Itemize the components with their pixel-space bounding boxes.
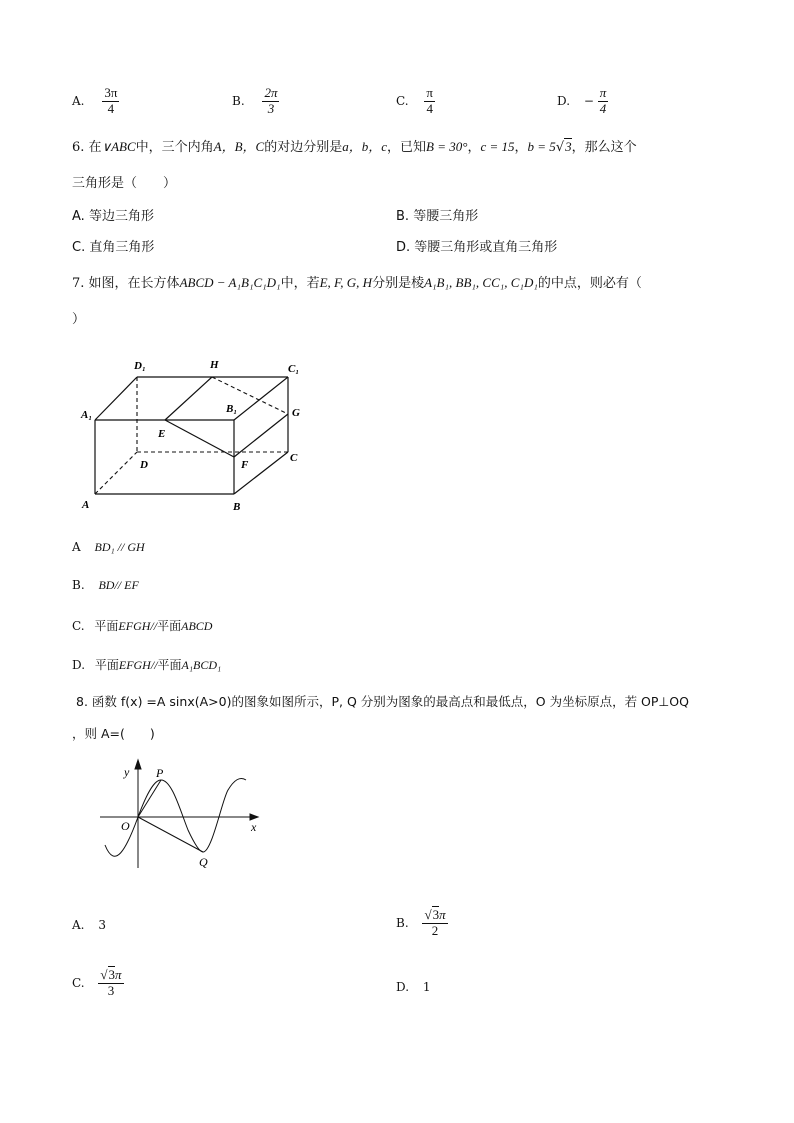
option-letter: C. — [72, 975, 85, 990]
label-a: A — [82, 499, 90, 511]
option-text: 等边三角形 — [88, 209, 154, 224]
option-text: BD// EF — [98, 578, 139, 592]
question-number: 7. — [72, 276, 85, 291]
option-letter: D. — [557, 93, 571, 108]
numerator: π — [426, 85, 433, 100]
numerator: √3π — [424, 907, 446, 922]
plane-name: ABCD — [181, 619, 213, 633]
label-c1: C₁ — [288, 363, 300, 375]
q6-stem-line2: 三角形是（ ） — [72, 176, 177, 191]
q8-option-c — [72, 968, 124, 999]
stem-text: 中，三个内角 — [135, 140, 214, 155]
label-h: H — [210, 359, 219, 371]
option-letter: B. — [396, 915, 409, 930]
option-text: 等腰三角形或直角三角形 — [414, 240, 558, 255]
given-side-b: b = 5 — [527, 139, 556, 154]
label-f: F — [241, 459, 249, 471]
label-a1: A₁ — [81, 409, 93, 421]
option-text: 平面 — [157, 658, 182, 672]
option-letter: A. — [72, 93, 85, 108]
stem-text: 的中点，则必有（ — [537, 276, 642, 291]
numerator: 3π — [104, 85, 118, 100]
option-letter: C. — [72, 240, 86, 255]
numerator: 2π — [264, 85, 278, 100]
option-letter: B. — [396, 209, 410, 224]
stem-text: 的对边分别是 — [264, 140, 343, 155]
parallel-symbol: // — [150, 619, 158, 633]
question-number: 8. — [76, 694, 88, 709]
fraction — [422, 908, 447, 939]
label-y: y — [124, 765, 130, 779]
option-letter: D. — [72, 658, 86, 672]
label-x: x — [251, 820, 257, 834]
option-letter: C. — [396, 93, 409, 108]
given-angle-b: B = 30° — [426, 139, 468, 154]
option-letter: D. — [396, 980, 410, 994]
stem-text: 函数 f(x) =A sinx(A>0)的图象如图所示，P, Q 分别为图象的最高点和最低点，O 为坐标原点，若 OP⊥OQ — [91, 694, 689, 709]
denominator: 4 — [426, 100, 433, 116]
option-letter: A. — [72, 918, 85, 932]
q8-option-d — [396, 980, 430, 994]
q8-stem-line2: ，则 A=( ) — [72, 726, 155, 741]
denominator: 3 — [107, 982, 115, 998]
solid-name: ABCD − A₁B₁C₁D₁ — [179, 275, 281, 290]
edge-names: A₁B₁, BB₁, CC₁, C₁D₁ — [424, 275, 538, 290]
root-value: 3 — [108, 967, 116, 982]
segment-op — [138, 780, 161, 817]
triangle-name: ∨ABC — [101, 139, 136, 154]
stem-text: ，已知 — [387, 140, 427, 155]
label-b: B — [233, 501, 241, 513]
denominator: 2 — [431, 922, 439, 938]
denominator: 4 — [599, 100, 607, 116]
denominator: 4 — [107, 100, 115, 116]
stem-text: ，那么这个 — [571, 140, 637, 155]
label-c: C — [290, 452, 298, 464]
q8-option-a — [72, 918, 106, 932]
point-names: E, F, G, H — [319, 275, 373, 290]
plane-name: EFGH — [118, 658, 151, 672]
plane-name: A₁BCD₁ — [181, 658, 222, 672]
option-letter: C. — [72, 619, 85, 633]
q8-option-b — [396, 908, 448, 939]
stem-text: 如图，在长方体 — [88, 276, 180, 291]
label-g: G — [292, 407, 300, 419]
option-text: 直角三角形 — [89, 240, 155, 255]
option-text: 3 — [98, 918, 106, 932]
pi-symbol: π — [115, 967, 122, 982]
stem-text: 分别是棱 — [372, 276, 425, 291]
option-letter: A. — [72, 209, 85, 224]
angle-names: A，B，C — [213, 139, 265, 154]
label-d1: D₁ — [134, 360, 146, 372]
label-e: E — [158, 428, 166, 440]
root-value: 3 — [432, 907, 440, 922]
plane-name: EFGH — [118, 619, 151, 633]
question-number: 6. — [72, 140, 85, 155]
side-names: a，b，c — [342, 139, 388, 154]
parallel-symbol: // — [150, 658, 158, 672]
stem-text: 中，若 — [280, 276, 320, 291]
denominator: 3 — [267, 100, 275, 116]
option-letter: B. — [72, 578, 85, 592]
option-text: BD₁ // GH — [94, 540, 145, 554]
label-p: P — [156, 766, 164, 780]
label-q: Q — [199, 855, 208, 869]
option-letter: B. — [232, 93, 245, 108]
label-b1: B₁ — [226, 403, 238, 415]
option-text: 平面 — [94, 619, 119, 633]
q7-stem-line2: ） — [72, 312, 86, 327]
option-text: 平面 — [94, 658, 119, 672]
option-letter: A — [72, 540, 81, 554]
stem-text: 在 — [88, 140, 102, 155]
minus-sign: − — [583, 94, 594, 109]
numerator: π — [599, 85, 607, 100]
q6-stem-line1: 6. 在∨ABC中，三个内角A，B，C的对边分别是a，b，c，已知B = 30°，c = 15，b = 5√3，那么这个 — [72, 139, 637, 155]
option-text: 平面 — [157, 619, 182, 633]
given-side-c: c = 15 — [480, 139, 515, 154]
numerator: √3π — [100, 967, 122, 982]
option-text: 1 — [422, 980, 431, 994]
label-d: D — [140, 459, 148, 471]
root-value: 3 — [565, 139, 572, 154]
option-letter: D. — [396, 240, 411, 255]
y-axis-arrow — [135, 760, 141, 769]
fraction — [98, 968, 123, 999]
pi-symbol: π — [439, 907, 446, 922]
label-o: O — [121, 819, 130, 833]
option-text: 等腰三角形 — [413, 209, 479, 224]
segment-oq — [138, 817, 203, 852]
